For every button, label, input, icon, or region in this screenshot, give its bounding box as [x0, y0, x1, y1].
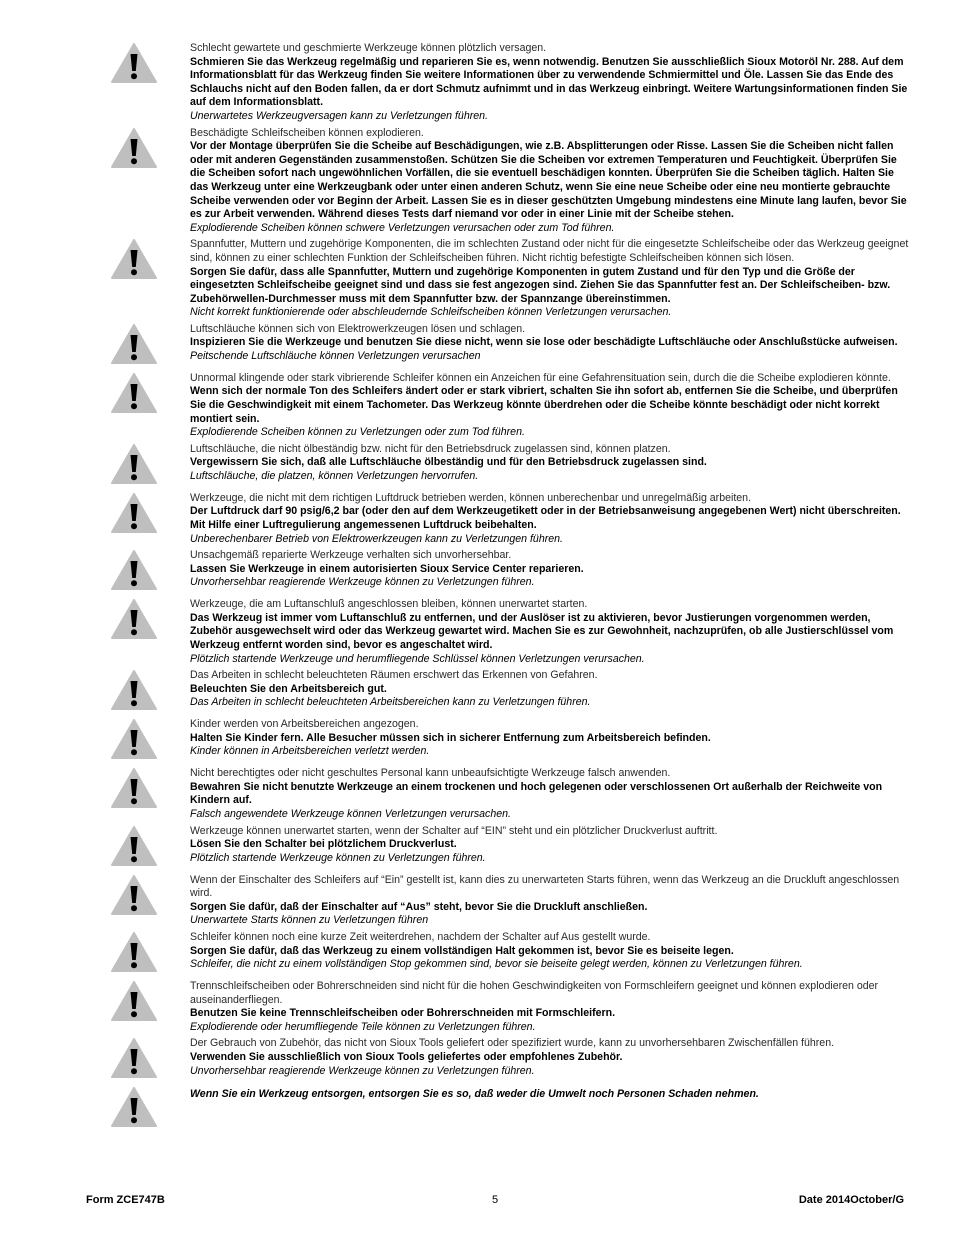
consequence-text: Unvorhersehbar reagierende Werkzeuge können zu Verletzungen führen.	[190, 576, 535, 589]
instruction-text: Beleuchten Sie den Arbeitsbereich gut.	[190, 682, 387, 695]
consequence-text: Unvorhersehbar reagierende Werkzeuge können zu Verletzungen führen.	[190, 1064, 535, 1077]
instruction-text: Der Luftdruck darf 90 psig/6,2 bar (oder den auf dem Werkzeugetikett oder in der Betriebsanweisung angegebenen Wert) nicht überschreiten. Mit Hilfe einer Luftregulierung angemessenen Luftdruck beibehalten.	[190, 505, 901, 532]
hazard-description: Werkzeuge, die nicht mit dem richtigen Luftdruck betrieben werden, können unberechenbar und unregelmäßig arbeiten.	[190, 491, 752, 504]
warning-triangle-icon	[110, 598, 158, 644]
warning-text	[190, 492, 910, 546]
hazard-description: Nicht berechtigtes oder nicht geschultes Personal kann unbeaufsichtigte Werkzeuge falsch anwenden.	[190, 767, 671, 780]
warning-icons	[0, 549, 190, 595]
warning-icons	[0, 931, 190, 977]
warning-icons	[0, 323, 190, 369]
consequence-text: Explodierende oder herumfliegende Teile können zu Verletzungen führen.	[190, 1020, 536, 1033]
warning-triangle-icon	[110, 1086, 158, 1132]
warning-text	[190, 238, 910, 320]
warning-text	[190, 669, 910, 710]
warning-triangle-icon	[110, 549, 158, 595]
warning-block	[0, 372, 954, 440]
hazard-description: Beschädigte Schleifscheiben können explodieren.	[190, 126, 424, 139]
warning-icons	[0, 372, 190, 418]
consequence-text: Luftschläuche, die platzen, können Verletzungen hervorrufen.	[190, 470, 479, 483]
consequence-text: Nicht korrekt funktionierende oder abschleudernde Schleifscheiben können Verletzungen verursachen.	[190, 306, 672, 319]
warnings-list	[0, 42, 954, 1135]
page-footer	[0, 1194, 954, 1210]
warning-block	[0, 825, 954, 871]
hazard-description: Schlecht gewartete und geschmierte Werkzeuge können plötzlich versagen.	[190, 42, 547, 54]
warning-triangle-icon	[110, 443, 158, 489]
warning-text	[190, 372, 910, 440]
warning-text	[190, 825, 910, 866]
warning-block	[0, 549, 954, 595]
warning-icons	[0, 718, 190, 764]
warning-text	[190, 1037, 910, 1078]
warning-text	[190, 42, 910, 124]
instruction-text: Inspizieren Sie die Werkzeuge und benutzen Sie diese nicht, wenn sie lose oder beschädigte Luftschläuche oder Anschlußstücke aufweisen.	[190, 336, 898, 349]
warning-triangle-icon	[110, 718, 158, 764]
instruction-text: Das Werkzeug ist immer vom Luftanschluß zu entfernen, und der Auslöser ist zu aktivieren, bevor Justierungen vorgenommen werden, Zubehör ausgewechselt wird oder das Werkzeug gewartet wird. Machen Sie es zur Gewohnheit, nachzuprüfen, ob alle Justierschlüssel vom Werkzeug entfernt worden sind, bevor es angeschaltet wird.	[190, 611, 894, 651]
warning-block	[0, 238, 954, 320]
warning-text	[190, 767, 910, 821]
warning-block	[0, 323, 954, 369]
warning-triangle-icon	[110, 1037, 158, 1083]
warning-text	[190, 980, 910, 1034]
hazard-description: Unnormal klingende oder stark vibrierende Schleifer können ein Anzeichen für eine Gefahrensituation sein, durch die die Scheibe explodieren könnte.	[190, 371, 891, 384]
warning-icons	[0, 127, 190, 173]
warning-block	[0, 767, 954, 821]
warning-triangle-icon	[110, 825, 158, 871]
disposal-note: Wenn Sie ein Werkzeug entsorgen, entsorgen Sie es so, daß weder die Umwelt noch Personen Schaden nehmen.	[190, 1088, 759, 1101]
warning-block	[0, 127, 954, 236]
warning-icons	[0, 825, 190, 871]
consequence-text: Plötzlich startende Werkzeuge und herumfliegende Schlüssel können Verletzungen verursachen.	[190, 652, 645, 665]
warning-triangle-icon	[110, 669, 158, 715]
instruction-text: Wenn sich der normale Ton des Schleifers ändert oder er stark vibriert, schalten Sie ihn sofort ab, entfernen Sie die Scheibe, und überprüfen Sie die Geschwindigkeit mit einem Tachometer. Das Werkzeug könnte überdrehen oder die Scheibe könnte beschädigt oder nicht korrekt montiert sein.	[190, 385, 898, 425]
instruction-text: Lassen Sie Werkzeuge in einem autorisierten Sioux Service Center reparieren.	[190, 562, 584, 575]
hazard-description: Kinder werden von Arbeitsbereichen angezogen.	[190, 718, 419, 731]
warning-text	[190, 549, 910, 590]
warning-triangle-icon	[110, 980, 158, 1026]
warning-icons	[0, 767, 190, 813]
warning-block	[0, 1037, 954, 1083]
warning-text	[190, 127, 910, 236]
warning-triangle-icon	[110, 372, 158, 418]
warning-icons	[0, 42, 190, 88]
warning-triangle-icon	[110, 238, 158, 284]
warning-block	[0, 1086, 954, 1132]
instruction-text: Halten Sie Kinder fern. Alle Besucher müssen sich in sicherer Entfernung zum Arbeitsbereich befinden.	[190, 731, 711, 744]
warning-icons	[0, 492, 190, 538]
warning-block	[0, 443, 954, 489]
warning-triangle-icon	[110, 492, 158, 538]
instruction-text: Sorgen Sie dafür, daß das Werkzeug zu einem vollständigen Halt gekommen ist, bevor Sie es beiseite legen.	[190, 944, 734, 957]
hazard-description: Spannfutter, Muttern und zugehörige Komponenten, die im schlechten Zustand oder nicht für die eingesetzte Schleifscheibe oder das Werkzeug geeignet sind, können zu einer schlechten Funktion der Schleifscheiben führen. Nicht richtig befestigte Schleifscheiben können sich lösen.	[190, 238, 909, 264]
warning-block	[0, 718, 954, 764]
hazard-description: Das Arbeiten in schlecht beleuchteten Räumen erschwert das Erkennen von Gefahren.	[190, 669, 598, 682]
warning-icons	[0, 598, 190, 644]
consequence-text: Unberechenbarer Betrieb von Elektrowerkzeugen kann zu Verletzungen führen.	[190, 532, 563, 545]
hazard-description: Der Gebrauch von Zubehör, das nicht von Sioux Tools geliefert oder spezifiziert wurde, kann zu unvorhersehbaren Zwischenfällen führen.	[190, 1037, 835, 1050]
instruction-text: Bewahren Sie nicht benutzte Werkzeuge an einem trockenen und hoch gelegenen oder verschlossenen Ort außerhalb der Reichweite von Kindern auf.	[190, 780, 883, 807]
warning-text	[190, 931, 910, 972]
instruction-text: Sorgen Sie dafür, dass alle Spannfutter, Muttern und zugehörige Komponenten in gutem Zustand und für den Typ und die Größe der eingesetzten Schleifscheibe geeignet sind und dass sie fest angezogen sind. Ziehen Sie das Spannfutter fest an. Der Schleifscheiben- bzw. Zubehörwellen-Durchmesser muss mit dem Spannfutter bzw. der Spannzange übereinstimmen.	[190, 265, 891, 305]
warning-triangle-icon	[110, 931, 158, 977]
warning-text	[190, 1086, 910, 1102]
warning-text	[190, 598, 910, 666]
hazard-description: Schleifer können noch eine kurze Zeit weiterdrehen, nachdem der Schalter auf Aus gestellt wurde.	[190, 930, 651, 943]
warning-triangle-icon	[110, 323, 158, 369]
warning-triangle-icon	[110, 767, 158, 813]
warning-block	[0, 492, 954, 546]
warning-icons	[0, 874, 190, 920]
consequence-text: Plötzlich startende Werkzeuge können zu Verletzungen führen.	[190, 851, 486, 864]
hazard-description: Werkzeuge können unerwartet starten, wenn der Schalter auf “EIN” steht und ein plötzlicher Druckverlust auftritt.	[190, 824, 718, 837]
hazard-description: Luftschläuche, die nicht ölbeständig bzw. nicht für den Betriebsdruck zugelassen sind, können platzen.	[190, 442, 671, 455]
hazard-description: Unsachgemäß reparierte Werkzeuge verhalten sich unvorhersehbar.	[190, 549, 512, 562]
page-number: 5	[492, 1194, 499, 1206]
instruction-text: Vergewissern Sie sich, daß alle Luftschläuche ölbeständig und für den Betriebsdruck zugelassen sind.	[190, 456, 707, 469]
consequence-text: Explodierende Scheiben können zu Verletzungen oder zum Tod führen.	[190, 426, 525, 439]
consequence-text: Schleifer, die nicht zu einem vollständigen Stop gekommen sind, bevor sie beiseite gelegt werden, können zu Verletzungen führen.	[190, 958, 803, 971]
warning-triangle-icon	[110, 127, 158, 173]
warning-text	[190, 874, 910, 928]
warning-icons	[0, 443, 190, 489]
instruction-text: Lösen Sie den Schalter bei plötzlichem Druckverlust.	[190, 838, 457, 851]
warning-text	[190, 718, 910, 759]
warning-block	[0, 598, 954, 666]
warning-block	[0, 42, 954, 124]
consequence-text: Unerwartetes Werkzeugversagen kann zu Verletzungen führen.	[190, 109, 488, 122]
warning-block	[0, 874, 954, 928]
instruction-text: Sorgen Sie dafür, daß der Einschalter auf “Aus” steht, bevor Sie die Druckluft anschließen.	[190, 900, 648, 913]
warning-icons	[0, 1086, 190, 1132]
warning-text	[190, 443, 910, 484]
hazard-description: Wenn der Einschalter des Schleifers auf “Ein” gestellt ist, kann dies zu unerwarteten Starts führen, wenn das Werkzeug an die Druckluft angeschlossen wird.	[190, 873, 900, 900]
warning-icons	[0, 238, 190, 284]
warning-block	[0, 931, 954, 977]
hazard-description: Trennschleifscheiben oder Bohrerschneiden sind nicht für die hohen Geschwindigkeiten von Formschleifern geeignet und können explodieren oder auseinanderfliegen.	[190, 979, 879, 1006]
form-number: Form ZCE747B	[86, 1194, 165, 1206]
instruction-text: Verwenden Sie ausschließlich von Sioux Tools geliefertes oder empfohlenes Zubehör.	[190, 1050, 623, 1063]
instruction-text: Schmieren Sie das Werkzeug regelmäßig und reparieren Sie es, wenn notwendig. Benutzen Sie ausschließlich Sioux Motoröl Nr. 288. Auf dem Informationsblatt für das Werkzeug finden Sie weitere Informationen über zu verwendende Schmiermittel und Öle. Lassen Sie das Ende des Schlauchs nicht auf den Boden fallen, da er dort Schmutz aufnimmt und in das Werkzeug einbringt. Weitere Wartungsinformationen finden Sie auf dem Informationsblatt.	[190, 55, 908, 109]
consequence-text: Peitschende Luftschläuche können Verletzungen verursachen	[190, 350, 481, 363]
instruction-text: Benutzen Sie keine Trennschleifscheiben oder Bohrerschneiden mit Formschleifern.	[190, 1007, 616, 1020]
instruction-text: Vor der Montage überprüfen Sie die Scheibe auf Beschädigungen, wie z.B. Absplitterungen oder Risse. Lassen Sie die Scheiben nicht fallen oder mit anderen Gegenständen zusammenstoßen. Schützen Sie die Scheiben vor extremen Temperaturen und Feuchtigkeit. Überprüfen Sie die Scheiben sofort nach ungewöhnlichen Vorfällen, die sie eventuell beschädigen konnten. Überprüfen Sie die Scheiben täglich. Halten Sie das Werkzeug unter eine Werkzeugbank oder unter einen anderen Schutz, wenn Sie eine neue Scheibe oder eine neu montierte gebrauchte Scheibe verwenden oder vor Beginn der Arbeit. Lassen Sie es in dieser geschützten Umgebung mindestens eine Minute lang laufen, bevor Sie es zur Arbeit verwenden. Während dieses Tests darf niemand vor oder in einer Linie mit der Scheibe stehen.	[190, 140, 907, 221]
consequence-text: Explodierende Scheiben können schwere Verletzungen verursachen oder zum Tod führen.	[190, 221, 615, 234]
consequence-text: Falsch angewendete Werkzeuge können Verletzungen verursachen.	[190, 807, 511, 820]
warning-triangle-icon	[110, 874, 158, 920]
consequence-text: Kinder können in Arbeitsbereichen verletzt werden.	[190, 745, 430, 758]
warning-icons	[0, 980, 190, 1026]
warning-block	[0, 980, 954, 1034]
hazard-description: Werkzeuge, die am Luftanschluß angeschlossen bleiben, können unerwartet starten.	[190, 598, 588, 611]
warning-icons	[0, 669, 190, 715]
hazard-description: Luftschläuche können sich von Elektrowerkzeugen lösen und schlagen.	[190, 322, 526, 335]
consequence-text: Unerwartete Starts können zu Verletzungen führen	[190, 914, 429, 927]
warning-triangle-icon	[110, 42, 158, 88]
warning-text	[190, 323, 910, 364]
warning-block	[0, 669, 954, 715]
warning-icons	[0, 1037, 190, 1083]
revision-date: Date 2014October/G	[798, 1194, 904, 1206]
consequence-text: Das Arbeiten in schlecht beleuchteten Arbeitsbereichen kann zu Verletzungen führen.	[190, 696, 591, 709]
